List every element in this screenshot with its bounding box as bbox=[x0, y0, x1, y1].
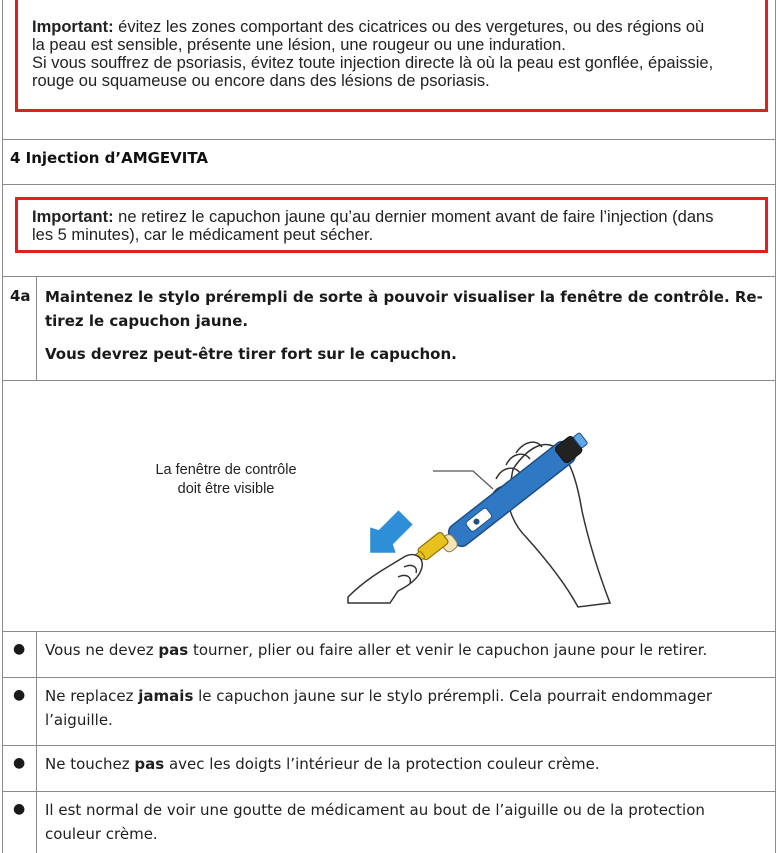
warning-text-line: évitez les zones comportant des cicatrices ou des vergetures, ou des régions où bbox=[118, 18, 705, 36]
bullet-text-emphasis: pas bbox=[134, 755, 165, 773]
bullet-row bbox=[3, 632, 775, 678]
bullet-icon: ● bbox=[13, 641, 26, 657]
instruction-document bbox=[2, 0, 776, 853]
warning-box bbox=[15, 197, 768, 253]
bullet-text bbox=[45, 798, 765, 846]
left-hand bbox=[348, 555, 422, 603]
bullet-text-part: avec les doigts l’intérieur de la protection couleur crème. bbox=[164, 755, 600, 773]
bullet-text-part: l’aiguille. bbox=[45, 711, 113, 729]
warning-box bbox=[15, 0, 768, 112]
warning-text-line: la peau est sensible, présente une lésion, une rougeur ou une induration. bbox=[32, 36, 566, 54]
bullet-text-part: tourner, plier ou faire aller et venir le capuchon jaune pour le retirer. bbox=[188, 641, 708, 659]
warning-text-line: rouge ou squameuse ou encore dans des lésions de psoriasis. bbox=[32, 72, 490, 90]
warning-text-line: ne retirez le capuchon jaune qu’au dernier moment avant de faire l’injection (dans bbox=[118, 208, 714, 226]
column-divider bbox=[36, 746, 37, 791]
bullet-row bbox=[3, 792, 775, 853]
bullet-text-part: Ne replacez bbox=[45, 687, 139, 705]
warning-text-line: les 5 minutes), car le médicament peut sécher. bbox=[32, 226, 374, 244]
bullet-text-part: Ne touchez bbox=[45, 755, 135, 773]
bullet-text-part: Vous ne devez bbox=[45, 641, 159, 659]
column-divider bbox=[36, 792, 37, 853]
step-instructions bbox=[45, 285, 767, 375]
bullet-text-part: couleur crème. bbox=[45, 825, 158, 843]
column-divider bbox=[36, 277, 37, 380]
bullet-text-part: Il est normal de voir une goutte de médicament au bout de l’aiguille ou de la protection bbox=[45, 801, 705, 819]
bullet-row bbox=[3, 678, 775, 746]
bullet-text bbox=[45, 638, 765, 662]
step-row bbox=[3, 277, 775, 381]
warning-label: Important: bbox=[32, 208, 114, 226]
step-text-line: tirez le capuchon jaune. bbox=[45, 312, 249, 330]
warning-label: Important: bbox=[32, 18, 114, 36]
bullet-text bbox=[45, 752, 765, 776]
bullet-text-emphasis: pas bbox=[158, 641, 189, 659]
figure-caption-line: La fenêtre de contrôle bbox=[155, 462, 297, 478]
pointer-line bbox=[433, 471, 493, 489]
bullet-text-emphasis: jamais bbox=[138, 687, 194, 705]
section-title: 4 Injection d’AMGEVITA bbox=[10, 149, 209, 167]
warning-row-2 bbox=[3, 185, 775, 277]
bullet-row bbox=[3, 746, 775, 792]
figure-caption bbox=[131, 461, 321, 499]
bullet-icon: ● bbox=[13, 801, 26, 817]
pen-illustration bbox=[338, 407, 638, 617]
warning-text-line: Si vous souffrez de psoriasis, évitez toute injection directe là où la peau est gonflée, épaissie, bbox=[32, 54, 714, 72]
warning-row-1 bbox=[3, 0, 775, 140]
bullet-text-part: le capuchon jaune sur le stylo prérempli. Cela pourrait endommager bbox=[193, 687, 712, 705]
figure-caption-line: doit être visible bbox=[177, 481, 275, 497]
bullet-text bbox=[45, 684, 765, 732]
bullet-icon: ● bbox=[13, 687, 26, 703]
step-number: 4a bbox=[10, 287, 31, 305]
section-header-row bbox=[3, 140, 775, 185]
column-divider bbox=[36, 678, 37, 745]
step-text-line: Maintenez le stylo prérempli de sorte à pouvoir visualiser la fenêtre de contrôle. Re- bbox=[45, 288, 763, 306]
column-divider bbox=[36, 632, 37, 677]
step-text-line: Vous devrez peut-être tirer fort sur le capuchon. bbox=[45, 345, 457, 363]
bullet-icon: ● bbox=[13, 755, 26, 771]
figure-row bbox=[3, 381, 775, 632]
